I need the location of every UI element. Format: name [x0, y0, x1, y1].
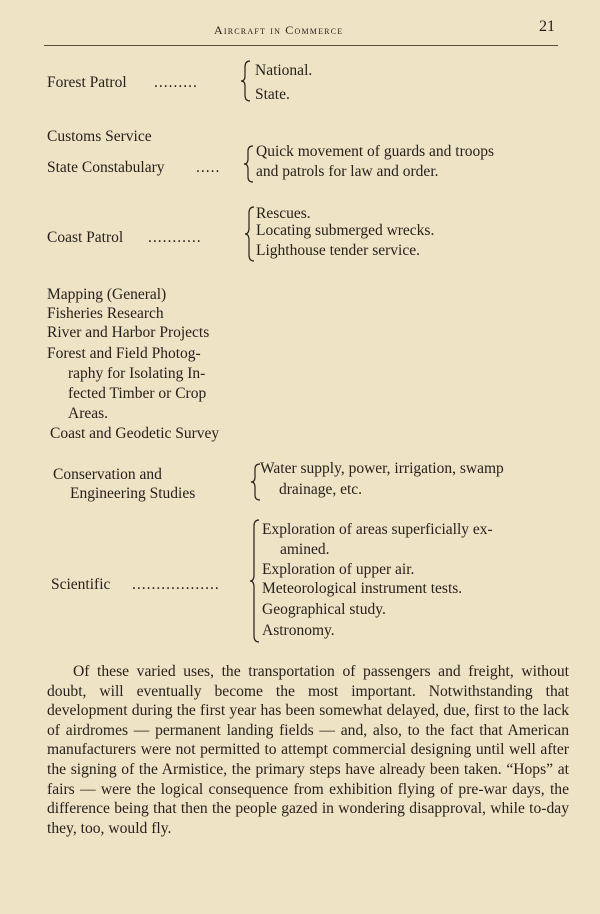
- scientific-item: amined.: [280, 541, 330, 558]
- scientific-item: Exploration of areas superficially ex-: [262, 521, 493, 538]
- list-item: fected Timber or Crop: [68, 385, 207, 402]
- body-paragraph: [47, 662, 569, 838]
- brace-icon: [239, 59, 253, 103]
- brace-icon: [242, 144, 256, 184]
- state-constabulary-item: and patrols for law and order.: [256, 163, 439, 180]
- brace-icon: [248, 518, 262, 644]
- page-number: 21: [539, 18, 555, 35]
- header-rule: [44, 45, 558, 46]
- coast-patrol-label: Coast Patrol: [47, 229, 124, 246]
- list-item: raphy for Isolating In-: [68, 365, 206, 382]
- list-item: Fisheries Research: [47, 305, 164, 322]
- leader-dots: ..................: [132, 576, 220, 593]
- state-constabulary-label: State Constabulary: [47, 159, 165, 176]
- coast-patrol-item: Locating submerged wrecks.: [256, 222, 435, 239]
- conservation-label: Engineering Studies: [70, 485, 196, 502]
- forest-patrol-item: State.: [255, 86, 290, 103]
- conservation-item: Water supply, power, irrigation, swamp: [260, 460, 504, 477]
- forest-patrol-label: Forest Patrol: [47, 74, 127, 91]
- scientific-item: Exploration of upper air.: [262, 561, 415, 578]
- leader-dots: ...........: [148, 229, 202, 246]
- list-item: Mapping (General): [47, 286, 167, 303]
- list-item: River and Harbor Projects: [47, 324, 210, 341]
- leader-dots: .........: [154, 74, 198, 91]
- body-text: Of these varied uses, the transportation of passengers and freight, without doubt, will eventually become the most important. Notwithstanding that development during the first year has been somewhat delayed, due, first to the lack of airdromes — permanent landing fields — and, also, to the fact that American manufacturers were not permitted to attempt commercial designing until well after the signing of the Armistice, the primary steps have already been taken. “Hops” at fairs — were the logical consequence from exhibition flying of pre-war days, the difference being that then the people gazed in wondering disapproval, while to-day they, too, would fly.: [47, 663, 569, 837]
- customs-service-label: Customs Service: [47, 128, 152, 145]
- running-header: Aircraft in Commerce: [214, 23, 344, 37]
- scientific-item: Astronomy.: [262, 622, 335, 639]
- conservation-item: drainage, etc.: [279, 481, 363, 498]
- coast-patrol-item: Lighthouse tender service.: [256, 242, 420, 259]
- forest-patrol-item: National.: [255, 62, 313, 79]
- brace-icon: [243, 205, 257, 263]
- conservation-label: Conservation and: [53, 466, 162, 483]
- coast-patrol-item: Rescues.: [256, 205, 311, 222]
- list-item: Coast and Geodetic Survey: [50, 425, 220, 442]
- scientific-item: Geographical study.: [262, 601, 386, 618]
- scientific-item: Meteorological instrument tests.: [262, 580, 463, 597]
- list-item: Forest and Field Photog-: [47, 345, 201, 362]
- state-constabulary-item: Quick movement of guards and troops: [256, 143, 495, 160]
- list-item: Areas.: [68, 405, 109, 422]
- leader-dots: .....: [196, 159, 221, 176]
- scientific-label: Scientific: [51, 576, 111, 593]
